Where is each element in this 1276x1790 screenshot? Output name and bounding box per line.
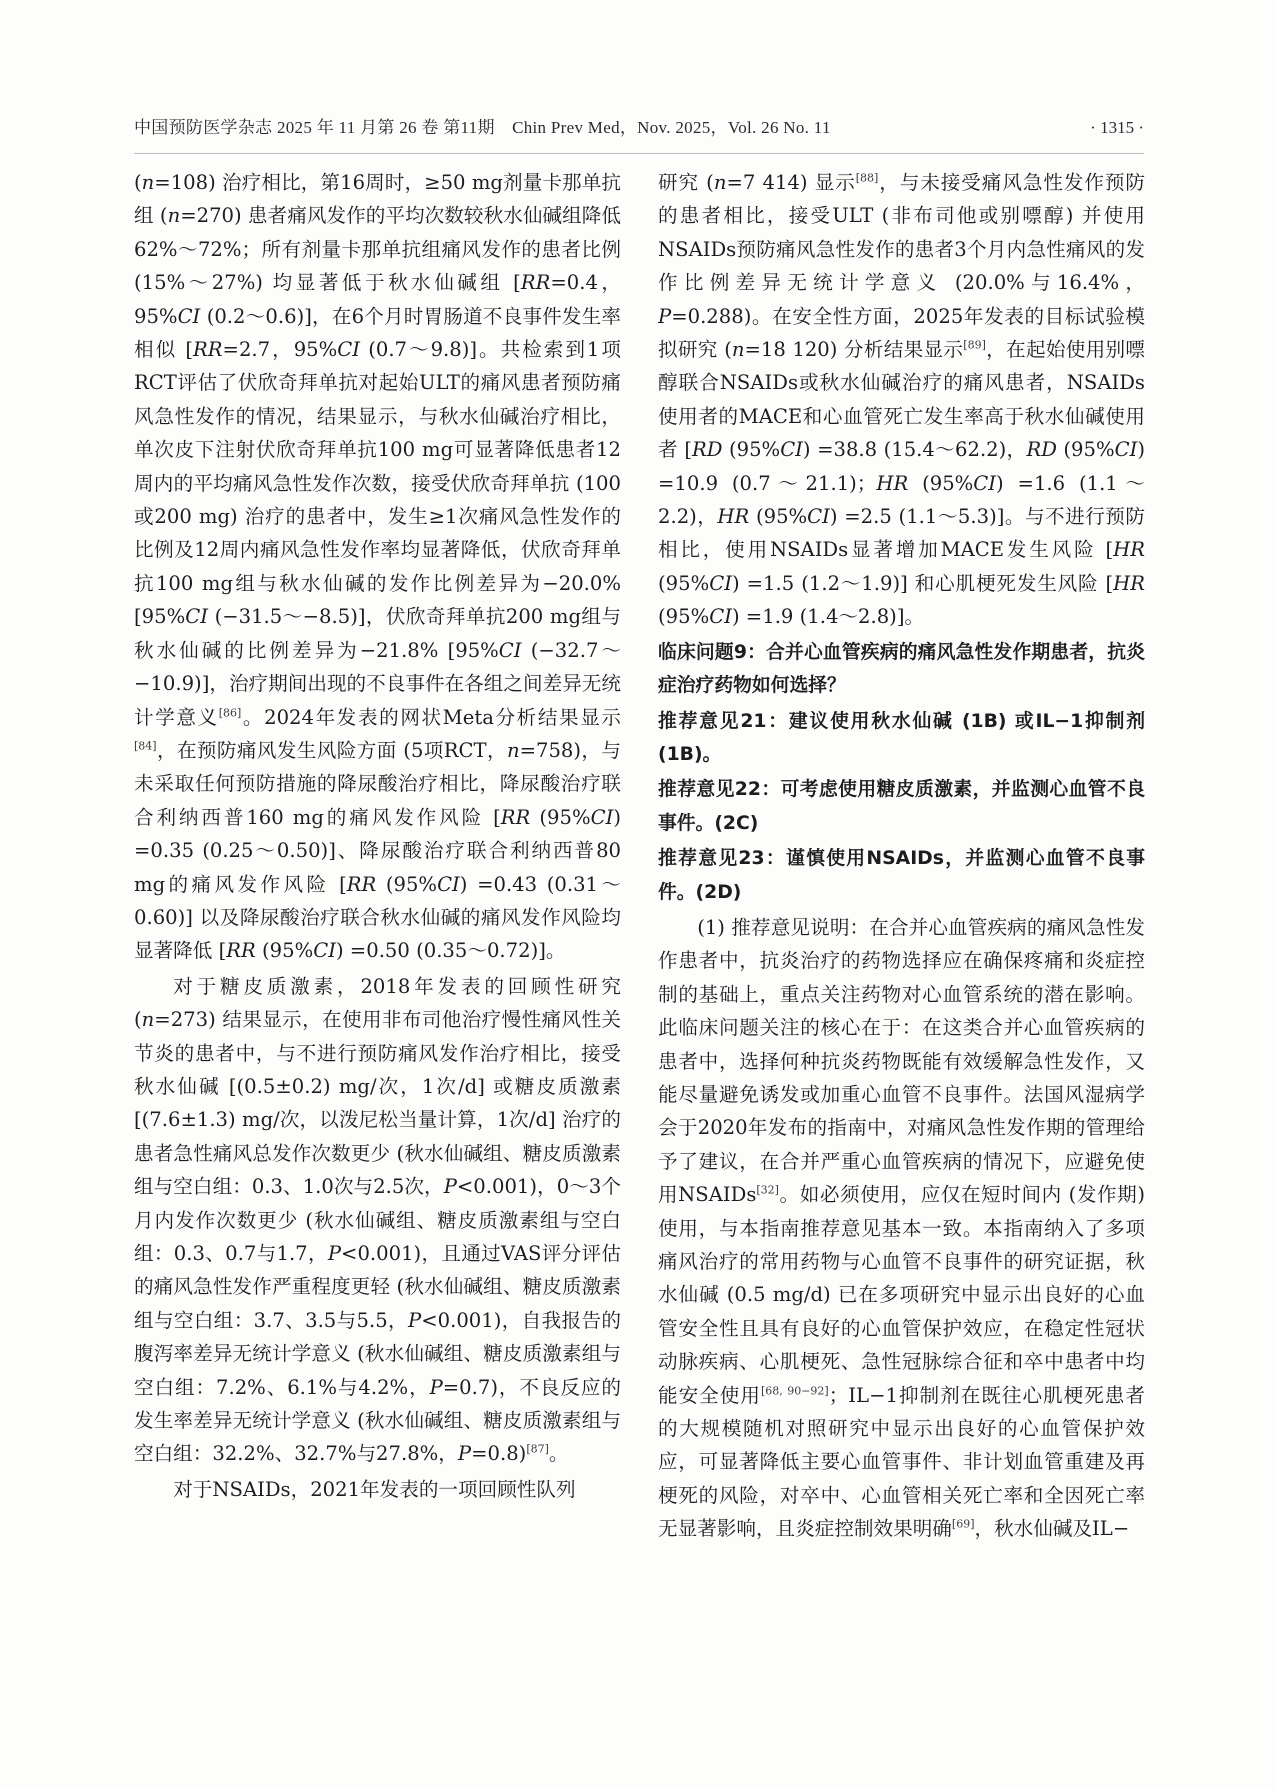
stat-symbol: CI [1114,438,1138,462]
running-header [134,108,1144,148]
stat-symbol: n [713,171,727,194]
stat-symbol: P [658,304,672,328]
stat-symbol: CI [313,939,336,963]
stat-symbol: n [167,204,181,228]
header-rule [134,153,1144,154]
stat-symbol: HR [1113,571,1145,595]
stat-symbol: HR [717,505,750,529]
stat-symbol: HR [1113,538,1145,562]
stat-symbol: CI [177,304,201,328]
stat-symbol: RR [500,805,531,829]
right-text-column [658,166,1145,1726]
recommendation-heading: 推荐意见22：可考虑使用糖皮质激素，并监测心血管不良事件。(2C) [658,779,1145,834]
citation-ref: [32] [756,1183,779,1197]
stat-symbol: CI [780,438,803,462]
stat-symbol: P [429,1375,443,1399]
stat-symbol: HR [876,471,909,495]
citation-ref: [87] [526,1442,549,1456]
stat-symbol: RR [520,271,551,295]
stat-symbol: CI [437,872,460,896]
citation-ref: [88] [855,171,879,185]
citation-ref: [69] [951,1517,975,1531]
body-paragraph: 对于糖皮质激素，2018年发表的回顾性研究 (n=273) 结果显示，在使用非布司他治疗慢性痛风性关节炎的患者中，与不进行预防痛风发作治疗相比，接受秋水仙碱 [(0.5±0.2) mg/次，1次/d] 或糖皮质激素 [(7.6±1.3) mg/次，以泼尼松当量计算，1次/d] 治疗的患者急性痛风总发作次数更少 (秋水仙碱组、糖皮质激素组与空白组：0.3、1.0次与2.5次，P<0.001)，0～3个月内发作次数更少 (秋水仙碱组、糖皮质激素组与空白组：0.3、0.7与1.7，P<0.001)，且通过VAS评分评估的痛风急性发作严重程度更轻 (秋水仙碱组、糖皮质激素组与空白组：3.7、3.5与5.5，P<0.001)，自我报告的腹泻率差异无统计学意义 (秋水仙碱组、糖皮质激素组与空白组：7.2%、6.1%与4.2%，P=0.7)，不良反应的发生率差异无统计学意义 (秋水仙碱组、糖皮质激素组与空白组：32.2%、32.7%与27.8%，P=0.8)[87]。 [134,974,621,1466]
stat-symbol: P [408,1308,422,1332]
stat-symbol: n [731,338,745,362]
body-paragraph: 研究 (n=7 414) 显示[88]，与未接受痛风急性发作预防的患者相比，接受ULT (非布司他或别嘌醇) 并使用NSAIDs预防痛风急性发作的患者3个月内急性痛风的发作比例差异无统计学意义 (20.0%与16.4%，P=0.288)。在安全性方面，2025年发表的目标试验模拟研究 (n=18 120) 分析结果显示[89]，在起始使用别嘌醇联合NSAIDs或秋水仙碱治疗的痛风患者，NSAIDs使用者的MACE和心血管死亡发生率高于秋水仙碱使用者 [RD (95%CI) =38.8 (15.4～62.2)，RD (95%CI) =10.9 (0.7～21.1)；HR (95%CI) =1.6 (1.1～2.2)，HR (95%CI) =2.5 (1.1～5.3)]。与不进行预防相比，使用NSAIDs显著增加MACE发生风险 [HR (95%CI) =1.5 (1.2～1.9)] 和心肌梗死发生风险 [HR (95%CI) =1.9 (1.4～2.8)]。 [658,171,1145,629]
body-paragraph: (n=108) 治疗相比，第16周时，≥50 mg剂量卡那单抗组 (n=270) 患者痛风发作的平均次数较秋水仙碱组降低62%～72%；所有剂量卡那单抗组痛风发作的患者比例 (15%～27%) 均显著低于秋水仙碱组 [RR=0.4，95%CI (0.2～0.6)]，在6个月时胃肠道不良事件发生率相似 [RR=2.7，95%CI (0.7～9.8)]。共检索到1项RCT评估了伏欣奇拜单抗对起始ULT的痛风患者预防痛风急性发作的情况，结果显示，与秋水仙碱治疗相比，单次皮下注射伏欣奇拜单抗100 mg可显著降低患者12周内的平均痛风急性发作次数，接受伏欣奇拜单抗 (100或200 mg) 治疗的患者中，发生≥1次痛风急性发作的比例及12周内痛风急性发作率均显著降低，伏欣奇拜单抗100 mg组与秋水仙碱的发作比例差异为−20.0% [95%CI (−31.5～−8.5)]，伏欣奇拜单抗200 mg组与秋水仙碱的比例差异为−21.8% [95%CI (−32.7～−10.9)]，治疗期间出现的不良事件在各组之间差异无统计学意义[86]。2024年发表的网状Meta分析结果显示[84]，在预防痛风发生风险方面 (5项RCT，n=758)，与未采取任何预防措施的降尿酸治疗相比，降尿酸治疗联合利纳西普160 mg的痛风发作风险 [RR (95%CI) =0.35 (0.25～0.50)]、降尿酸治疗联合利纳西普80 mg的痛风发作风险 [RR (95%CI) =0.43 (0.31～0.60)] 以及降尿酸治疗联合秋水仙碱的痛风发作风险均显著降低 [RR (95%CI) =0.50 (0.35～0.72)]。 [134,171,621,963]
stat-symbol: RD [1026,438,1057,462]
stat-symbol: RR [346,872,377,896]
stat-symbol: CI [590,805,614,829]
citation-ref: [89] [963,338,986,352]
stat-symbol: RR [226,939,256,963]
page-number: · 1315 · [1090,118,1144,137]
citation-ref: [84] [134,739,157,753]
stat-symbol: CI [709,571,732,595]
stat-symbol: P [327,1242,342,1265]
stat-symbol: CI [185,605,208,629]
recommendation-heading: 推荐意见21：建议使用秋水仙碱 (1B) 或IL−1抑制剂 (1B)。 [658,710,1145,765]
left-text-column [134,166,621,1726]
journal-citation: 中国预防医学杂志 2025 年 11 月第 26 卷 第11期 Chin Prev Med，Nov. 2025，Vol. 26 No. 11 [134,118,831,137]
stat-symbol: RD [692,438,723,462]
recommendation-heading: 临床问题9：合并心血管疾病的痛风急性发作期患者，抗炎症治疗药物如何选择？ [658,641,1145,697]
stat-symbol: n [506,738,520,762]
recommendation-heading: 推荐意见23：谨慎使用NSAIDs，并监测心血管不良事件。(2D) [658,848,1145,903]
stat-symbol: CI [807,505,830,529]
stat-symbol: RR [193,338,223,362]
stat-symbol: CI [973,471,997,495]
stat-symbol: n [141,171,155,194]
citation-ref: [68, 90−92] [760,1384,829,1398]
body-paragraph: 对于NSAIDs，2021年发表的一项回顾性队列 [173,1477,576,1501]
stat-symbol: P [443,1175,457,1199]
stat-symbol: CI [498,638,522,662]
citation-ref: [86] [218,705,242,719]
stat-symbol: CI [709,605,732,629]
body-paragraph: (1) 推荐意见说明：在合并心血管疾病的痛风急性发作患者中，抗炎治疗的药物选择应在确保疼痛和炎症控制的基础上，重点关注药物对心血管系统的潜在影响。此临床问题关注的核心在于：在这类合并心血管疾病的患者中，选择何种抗炎药物既能有效缓解急性发作，又能尽量避免诱发或加重心血管不良事件。法国风湿病学会于2020年发布的指南中，对痛风急性发作期的管理给予了建议，在合并严重心血管疾病的情况下，应避免使用NSAIDs[32]。如必须使用，应仅在短时间内 (发作期) 使用，与本指南推荐意见基本一致。本指南纳入了多项痛风治疗的常用药物与心血管不良事件的研究证据，秋水仙碱 (0.5 mg/d) 已在多项研究中显示出良好的心血管安全性且具有良好的心血管保护效应，在稳定性冠状动脉疾病、心肌梗死、急性冠脉综合征和卒中患者中均能安全使用[68, 90−92]；IL−1抑制剂在既往心肌梗死患者的大规模随机对照研究中显示出良好的心血管保护效应，可显著降低主要心血管事件、非计划血管重建及再梗死的风险，对卒中、心血管相关死亡率和全因死亡率无显著影响，且炎症控制效果明确[69]，秋水仙碱及IL− [658,915,1145,1541]
stat-symbol: P [457,1442,472,1466]
stat-symbol: CI [337,338,360,362]
stat-symbol: n [141,1008,155,1032]
